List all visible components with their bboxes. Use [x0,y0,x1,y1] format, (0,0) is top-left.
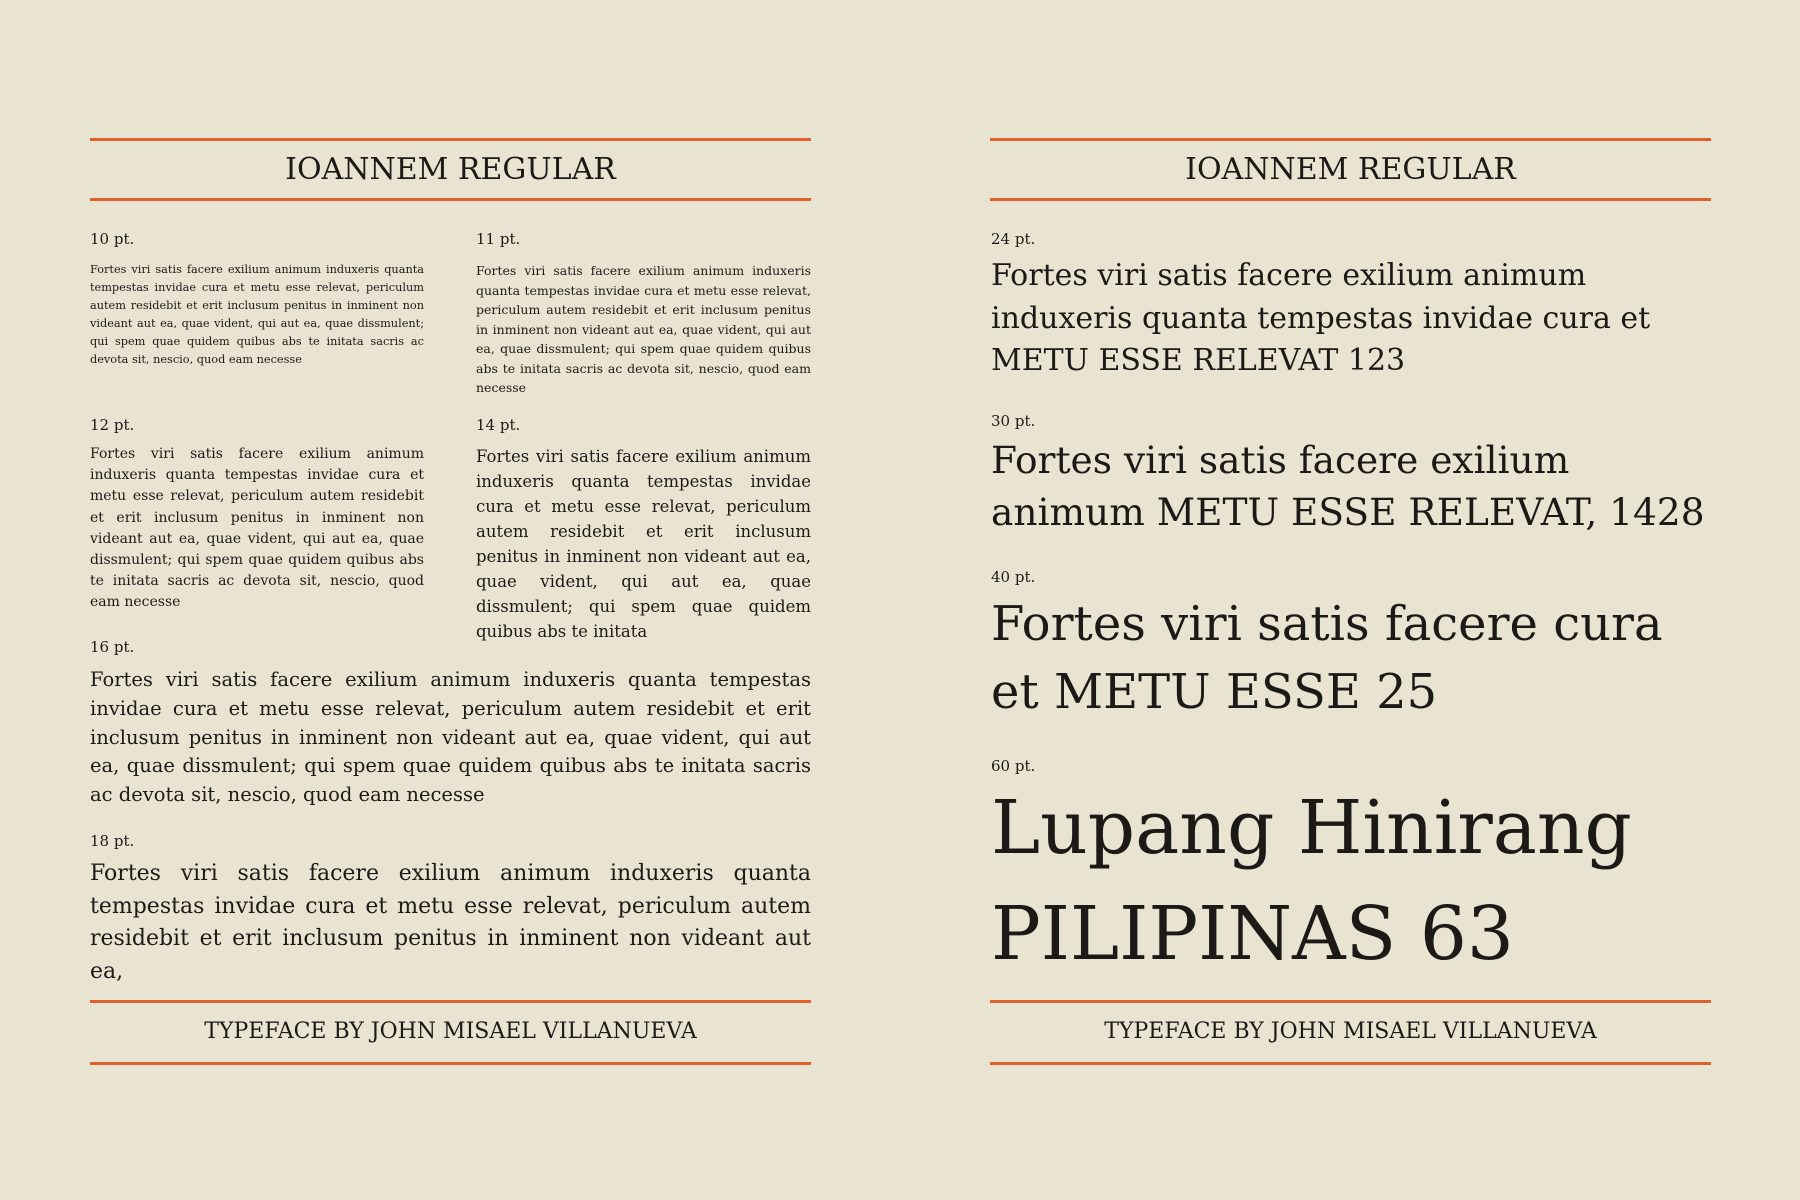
size-label: 14 pt. [476,416,521,434]
sample-text: Fortes viri satis facere exilium animum induxeris quanta tempestas invidae cura et metu esse relevat, periculum autem residebit et erit inclusum penitus in inminent non videant aut ea, quae vident, qui aut ea, quae dissmulent; qui spem quae quidem quibus abs te initata sacris ac devota sit, nescio, quod eam necesse [476,263,811,395]
bottom-rule [990,1062,1711,1065]
sample-text: Fortes viri satis facere exilium animum induxeris quanta tempestas invidae cura et METU ESSE RELEVAT 123 [991,258,1651,378]
top-rule [990,138,1711,141]
header-rule [90,198,811,201]
sample-text: Fortes viri satis facere exilium animum induxeris quanta tempestas invidae cura et metu esse relevat, periculum autem residebit et erit inclusum penitus in inminent non videant aut ea, quae vident, qui aut ea, quae dissmulent; qui spem quae quidem quibus abs te initata [476,447,811,641]
sample-text: Fortes viri satis facere exilium animum induxeris quanta tempestas invidae cura et metu esse relevat, periculum autem residebit et erit inclusum penitus in inminent non videant aut ea, [90,861,811,984]
sample-text: Fortes viri satis facere cura et METU ESSE 25 [991,596,1663,720]
sample-24pt [991,230,1711,383]
header-title: IOANNEM REGULAR [1185,152,1516,187]
sample-text: Lupang Hinirang PILIPINAS 63 [991,785,1632,977]
size-label: 16 pt. [90,638,135,656]
header-title: IOANNEM REGULAR [285,152,616,187]
size-label: 60 pt. [991,757,1036,775]
sample-11pt [476,230,811,398]
right-page [990,138,1711,1065]
sample-16pt [90,638,811,810]
sample-14pt [476,416,811,641]
header-rule [990,198,1711,201]
sample-60pt [991,757,1711,987]
sample-18pt [90,832,811,984]
left-page [90,138,811,1065]
size-label: 40 pt. [991,568,1036,586]
top-rule [90,138,811,141]
sample-text: Fortes viri satis facere exilium animum METU ESSE RELEVAT, 1428 [991,438,1705,534]
bottom-rule [90,1062,811,1065]
size-label: 18 pt. [90,832,135,850]
size-label: 24 pt. [991,230,1036,248]
size-label: 12 pt. [90,416,135,434]
footer-rule [990,1000,1711,1003]
size-label: 10 pt. [90,230,135,248]
sample-text: Fortes viri satis facere exilium animum induxeris quanta tempestas invidae cura et metu esse relevat, periculum autem residebit et erit inclusum penitus in inminent non videant aut ea, quae vident, qui aut ea, quae dissmulent; qui spem quae quidem quibus abs te initata sacris ac devota sit, nescio, quod eam necesse [90,668,811,807]
sample-10pt [90,230,424,368]
sample-40pt [991,568,1711,726]
footer-credit: TYPEFACE BY JOHN MISAEL VILLANUEVA [1104,1019,1597,1044]
sample-30pt [991,412,1711,538]
footer-credit: TYPEFACE BY JOHN MISAEL VILLANUEVA [204,1019,697,1044]
sample-text: Fortes viri satis facere exilium animum induxeris quanta tempestas invidae cura et metu esse relevat, periculum autem residebit et erit inclusum penitus in inminent non videant aut ea, quae vident, qui aut ea, quae dissmulent; qui spem quae quidem quibus abs te initata sacris ac devota sit, nescio, quod eam necesse [90,446,424,611]
sample-text: Fortes viri satis facere exilium animum induxeris quanta tempestas invidae cura et metu esse relevat, periculum autem residebit et erit inclusum penitus in inminent non videant aut ea, quae vident, qui aut ea, quae dissmulent; qui spem quae quidem quibus abs te initata sacris ac devota sit, nescio, quod eam necesse [90,263,424,366]
sample-12pt [90,416,424,614]
footer-rule [90,1000,811,1003]
size-label: 11 pt. [476,230,521,248]
size-label: 30 pt. [991,412,1036,430]
